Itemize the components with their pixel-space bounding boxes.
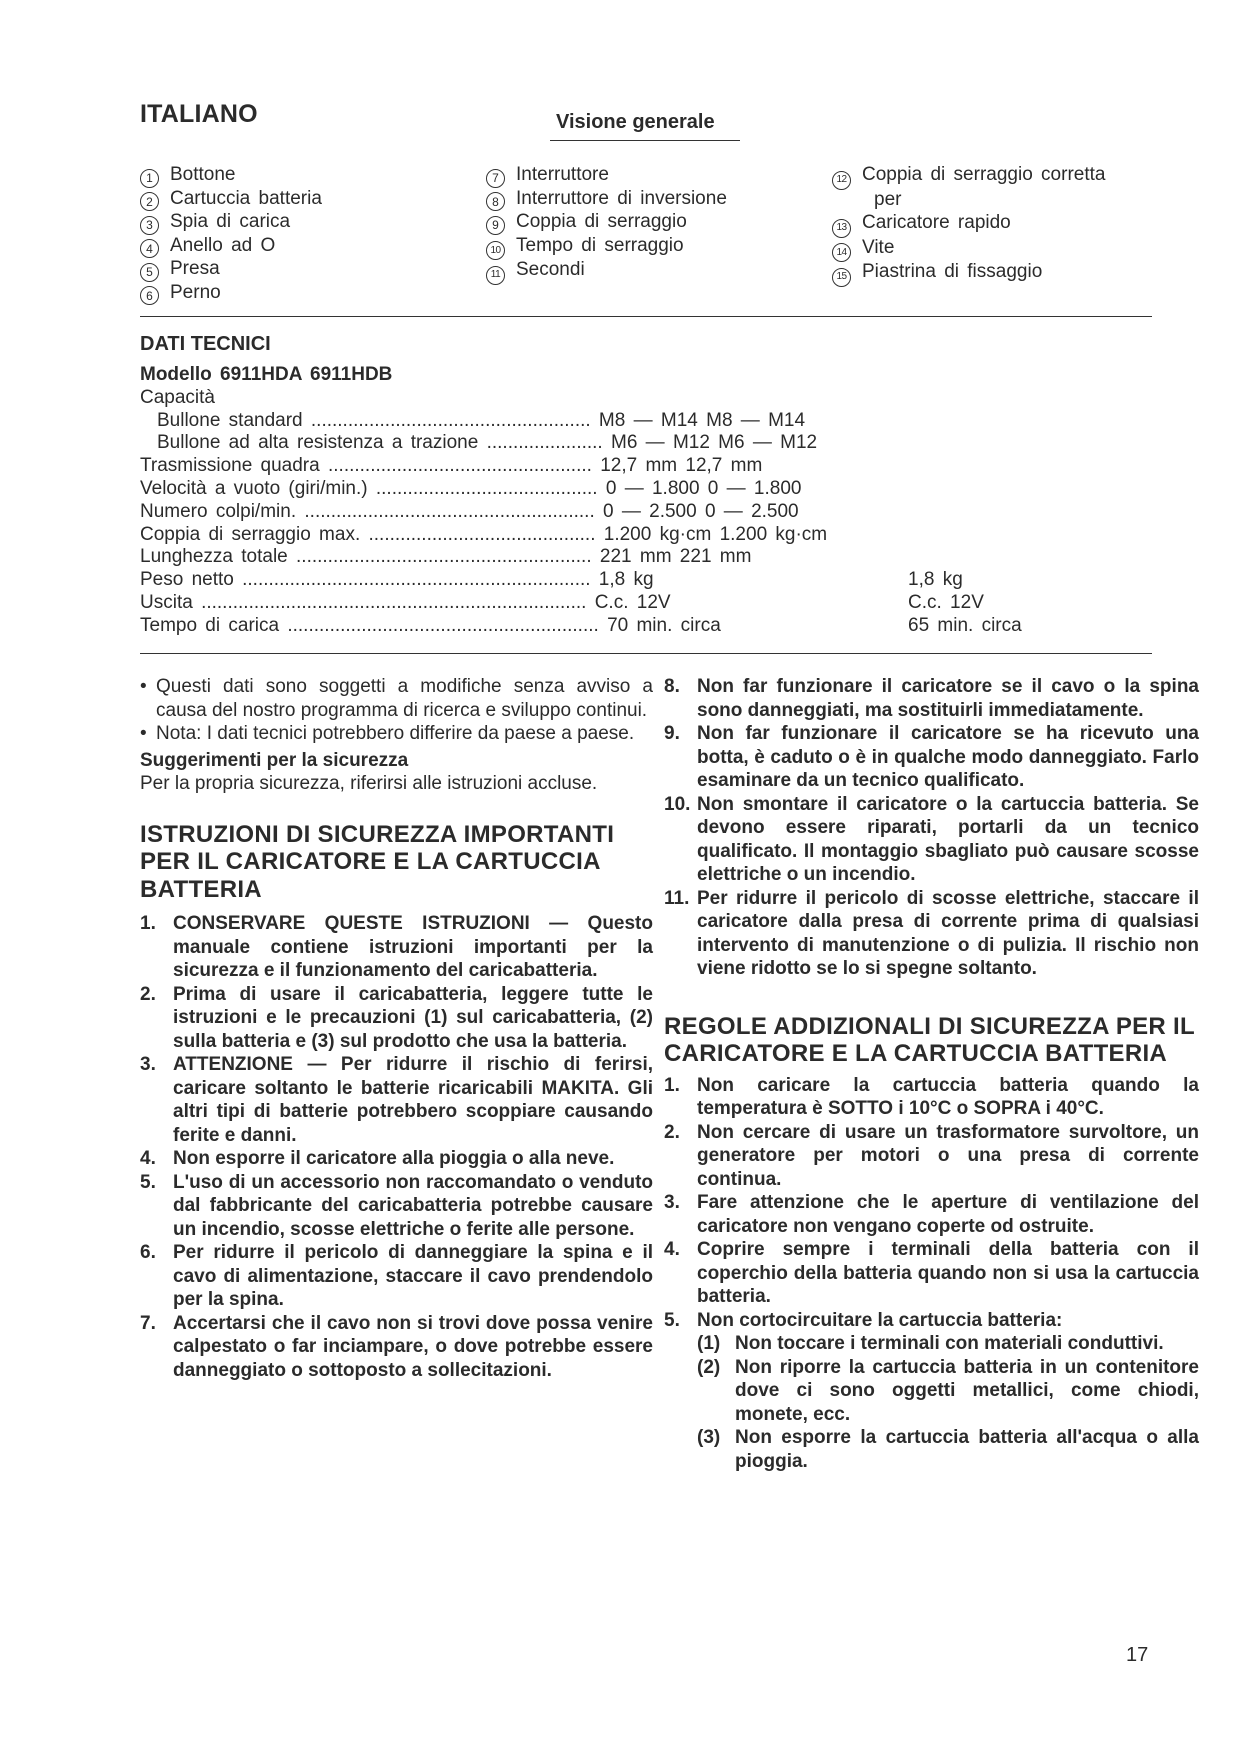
- parts-list-column-3: [832, 163, 1105, 285]
- list-item: 6. Per ridurre il pericolo di danneggiare la spina e il cavo di alimentazione, staccare il cavo prendendolo per la spina.: [140, 1242, 653, 1310]
- parts-list-column-1: [140, 163, 322, 304]
- spec-row: [140, 569, 1020, 592]
- spec-label: Numero colpi/min. ....................................................... 0 — 2.500 0 — 2.500: [140, 500, 799, 522]
- list-item: 3. ATTENZIONE — Per ridurre il rischio di ferirsi, caricare soltanto le batterie ricaricabili MAKITA. Gli altri tipi di batterie potrebbero scoppiare causando ferite e danni.: [140, 1054, 653, 1146]
- list-item: 4. Non esporre il caricatore alla pioggia o alla neve.: [140, 1148, 615, 1169]
- additional-rules-list: [664, 1074, 1199, 1474]
- spec-label: Peso netto .................................................................. 1,8 kg: [140, 569, 654, 591]
- part-label: Coppia di serraggio corretta: [862, 164, 1106, 185]
- spec-row: [140, 432, 1020, 455]
- circled-number: 7: [486, 169, 505, 188]
- list-item: 7. Accertarsi che il cavo non si trovi dove possa venire calpestato o far inciampare, o dove potrebbe essere danneggiato o sottoposto a sollecitazioni.: [140, 1312, 653, 1381]
- list-item: 5. Non cortocircuitare la cartuccia batteria:: [664, 1309, 1063, 1331]
- part-item: [832, 211, 1105, 236]
- part-label-continuation: per: [874, 188, 902, 210]
- part-label: Interruttore: [516, 164, 609, 185]
- list-item: 2. Prima di usare il caricabatteria, leggere tutte le istruzioni e le precauzioni (1) sul caricabatteria, (2) sulla batteria e (3) sul prodotto che usa la batteria.: [140, 983, 653, 1052]
- list-item: 1. CONSERVARE QUESTE ISTRUZIONI — Questo manuale contiene istruzioni importanti per la sicurezza e il funzionamento del caricabatteria.: [140, 913, 653, 981]
- list-item: 5. L'uso di un accessorio non raccomandato o venduto dal fabbricante del caricabatteria potrebbe causare un incendio, scosse elettriche o ferite alle persone.: [140, 1171, 653, 1240]
- specs-table: [140, 364, 1020, 638]
- spec-label: Tempo di carica ........................................................... 70 min. circa: [140, 614, 721, 636]
- part-label: Interruttore di inversione: [516, 187, 727, 209]
- right-column: [664, 675, 1199, 1473]
- part-label: Spia di carica: [170, 211, 291, 232]
- part-item: [832, 163, 1105, 188]
- important-instructions-list: [140, 912, 653, 1382]
- spec-label: Uscita ......................................................................... C.c. 12V: [140, 591, 671, 613]
- spec-row: [140, 478, 1020, 501]
- spec-row: [140, 410, 1020, 433]
- part-item: [486, 258, 727, 283]
- part-item: [486, 163, 727, 187]
- list-item: 11. Per ridurre il pericolo di scosse elettriche, staccare il caricatore dalla presa di corrente prima di qualsiasi intervento di manutenzione o di pulizia. Il rischio non viene ridotto se lo si spegne soltanto.: [664, 887, 1199, 979]
- part-label: Secondi: [516, 259, 585, 280]
- spec-label: Capacità: [140, 386, 215, 408]
- list-item: 1. Non caricare la cartuccia batteria quando la temperatura è SOTTO i 10°C o SOPRA i 40°C.: [664, 1074, 1199, 1119]
- part-item: [140, 281, 322, 305]
- part-item: [140, 257, 322, 281]
- spec-row: [140, 546, 1020, 569]
- circled-number: 8: [486, 192, 505, 211]
- circled-number: 10: [486, 241, 505, 260]
- overview-underline: [550, 140, 740, 141]
- part-label: Caricatore rapido: [862, 212, 1011, 233]
- circled-number: 11: [486, 266, 505, 285]
- spec-note: • Nota: I dati tecnici potrebbero differire da paese a paese.: [140, 723, 635, 744]
- spec-label: Bullone standard ..................................................... M8 — M14 M8 — M14: [157, 409, 806, 431]
- left-column: [140, 675, 653, 1382]
- part-item: [140, 234, 322, 258]
- part-label: Coppia di serraggio: [516, 211, 687, 232]
- spec-label: Lunghezza totale ........................................................ 221 mm 221 mm: [140, 546, 752, 568]
- bullet-icon: •: [140, 676, 147, 697]
- circled-number: 12: [832, 171, 851, 190]
- circled-number: 6: [140, 286, 159, 305]
- spec-row: [140, 387, 1020, 410]
- part-item: [832, 260, 1105, 285]
- bullet-icon: •: [140, 723, 147, 744]
- section-divider: [140, 653, 1152, 654]
- circled-number: 2: [140, 192, 159, 211]
- parts-list-column-2: [486, 163, 727, 283]
- specs-title: DATI TECNICI: [140, 333, 271, 355]
- list-item: 2. Non cercare di usare un trasformatore survoltore, un generatore per motori o una presa di corrente continua.: [664, 1121, 1199, 1190]
- part-item: [486, 187, 727, 211]
- safety-tips-text: Per la propria sicurezza, riferirsi alle istruzioni accluse.: [140, 773, 598, 794]
- part-item: [832, 236, 1105, 261]
- list-item: 10. Non smontare il caricatore o la cartuccia batteria. Se devono essere riparati, portarli da un tecnico qualificato. Il montaggio sbagliato può causare scosse elettriche o un incendio.: [664, 793, 1199, 885]
- spec-label: Bullone ad alta resistenza a trazione ...................... M6 — M12 M6 — M12: [157, 432, 818, 454]
- part-item: [486, 210, 727, 234]
- circled-number: 4: [140, 239, 159, 258]
- circled-number: 1: [140, 169, 159, 188]
- part-label: Tempo di serraggio: [516, 234, 684, 256]
- part-label: Perno: [170, 281, 221, 303]
- sub-list-item: (3) Non esporre la cartuccia batteria all'acqua o alla pioggia.: [697, 1427, 1199, 1472]
- part-label: Cartuccia batteria: [170, 187, 322, 209]
- part-item: [140, 163, 322, 187]
- spec-row: [140, 524, 1020, 547]
- spec-row: [140, 455, 1020, 478]
- circled-number: 13: [832, 219, 851, 238]
- part-label: Vite: [862, 236, 895, 258]
- part-label: Presa: [170, 258, 220, 279]
- part-label: Bottone: [170, 164, 236, 185]
- spec-value-hdb: C.c. 12V: [908, 591, 984, 613]
- part-label: Anello ad O: [170, 234, 276, 256]
- part-item: [486, 234, 727, 259]
- section-heading-additional: REGOLE ADDIZIONALI DI SICUREZZA PER IL CARICATORE E LA CARTUCCIA BATTERIA: [664, 1012, 1195, 1067]
- spec-label: Coppia di serraggio max. ........................................... 1.200 kg·cm 1.200 kg·cm: [140, 523, 828, 545]
- spec-label: Trasmissione quadra .................................................. 12,7 mm 12,7 mm: [140, 455, 763, 477]
- list-item: 8. Non far funzionare il caricatore se il cavo o la spina sono danneggiati, ma sostituirli immediatamente.: [664, 676, 1199, 721]
- overview-title: Visione generale: [556, 111, 715, 133]
- spec-label: Velocità a vuoto (giri/min.) .......................................... 0 — 1.800 0 — 1.800: [140, 477, 802, 499]
- part-item: [140, 210, 322, 234]
- section-divider: [140, 316, 1152, 317]
- sub-list-item: (1) Non toccare i terminali con materiali conduttivi.: [697, 1333, 1164, 1354]
- important-instructions-list-continued: [664, 675, 1199, 981]
- circled-number: 14: [832, 243, 851, 262]
- circled-number: 9: [486, 216, 505, 235]
- circled-number: 5: [140, 263, 159, 282]
- spec-value-hdb: 65 min. circa: [908, 614, 1022, 636]
- spec-row: [140, 501, 1020, 524]
- circled-number: 3: [140, 216, 159, 235]
- spec-note: • Questi dati sono soggetti a modifiche senza avviso a causa del nostro programma di ricerca e sviluppo continui.: [140, 676, 653, 721]
- section-heading-important: ISTRUZIONI DI SICUREZZA IMPORTANTI PER IL CARICATORE E LA CARTUCCIA BATTERIA: [140, 820, 615, 903]
- spec-row: [140, 615, 1020, 638]
- part-item: [140, 187, 322, 211]
- specs-model-line: Modello 6911HDA 6911HDB: [140, 364, 393, 385]
- sub-list-item: (2) Non riporre la cartuccia batteria in un contenitore dove ci sono oggetti metallici, come chiodi, monete, ecc.: [697, 1356, 1199, 1425]
- page-number: 17: [1126, 1644, 1149, 1666]
- list-item: 9. Non far funzionare il caricatore se ha ricevuto una botta, è caduto o è in qualche modo danneggiato. Farlo esaminare da un tecnico qualificato.: [664, 723, 1199, 791]
- list-item: 4. Coprire sempre i terminali della batteria con il coperchio della batteria quando non si usa la cartuccia batteria.: [664, 1239, 1199, 1307]
- list-item: 3. Fare attenzione che le aperture di ventilazione del caricatore non vengano coperte od ostruite.: [664, 1192, 1199, 1237]
- safety-tips-title: Suggerimenti per la sicurezza: [140, 749, 409, 771]
- spec-value-hdb: 1,8 kg: [908, 569, 963, 591]
- language-title: ITALIANO: [140, 100, 258, 128]
- part-label: Piastrina di fissaggio: [862, 261, 1043, 282]
- spec-row: [140, 592, 1020, 615]
- circled-number: 15: [832, 268, 851, 287]
